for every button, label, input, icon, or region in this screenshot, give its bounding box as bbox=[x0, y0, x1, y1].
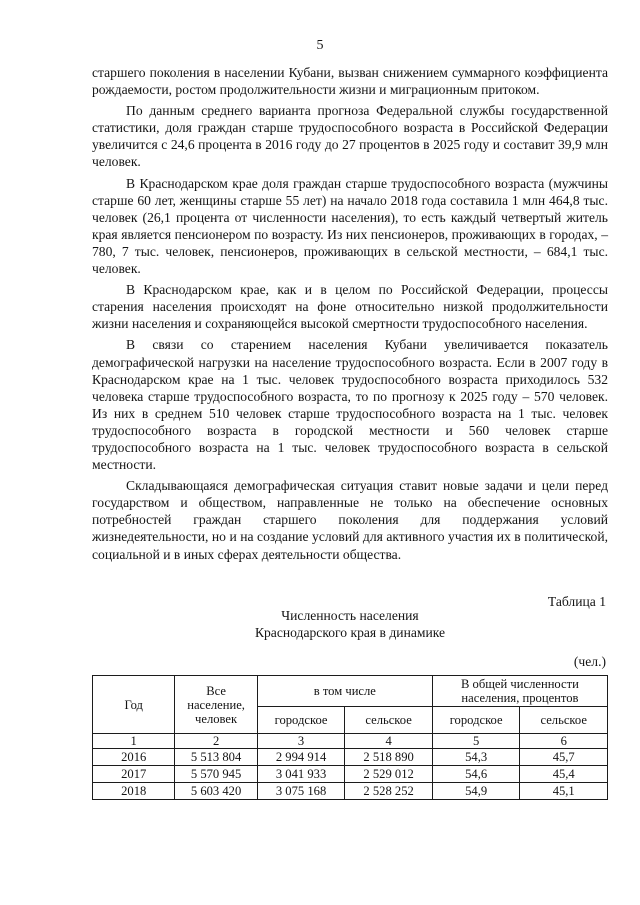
cell-share-urban: 54,6 bbox=[432, 766, 520, 783]
cell-share-urban: 54,3 bbox=[432, 749, 520, 766]
cell-urban: 3 075 168 bbox=[257, 783, 345, 800]
paragraph: В Краснодарском крае доля граждан старше трудоспособного возраста (мужчины старше 60 лет, женщины старше 55 лет) на начало 2018 года составила 1 млн 464,8 тыс. человек (26,1 процента от численности населения), то есть каждый четвертый житель края является пенсионером по возрасту. Из них пенсионеров, проживающих в городах, – 780, 7 тыс. человек, пенсионеров, проживающих в сельской местности, – 684,1 тыс. человек. bbox=[92, 175, 608, 277]
paragraph: По данным среднего варианта прогноза Федеральной службы государственной статистики, доля граждан старше трудоспособного возраста в Российской Федерации увеличится с 24,6 процента в 2016 году до 27 процентов в 2025 году и составит 39,9 млн человек. bbox=[92, 103, 608, 170]
header-share-urban: городское bbox=[432, 707, 520, 734]
table-row bbox=[93, 783, 608, 800]
paragraph: В связи со старением населения Кубани увеличивается показатель демографической нагрузки на население трудоспособного возраста. Если в 2007 году в Краснодарском крае на 1 тыс. человек трудоспособного возраста приходилось 532 человека старше трудоспособного возраста, то по прогнозу к 2025 году – 570 человек. Из них в среднем 510 человек старше трудоспособного возраста на 1 тыс. человек трудоспособного возраста в городской местности и 560 человек старше трудоспособного возраста на 1 тыс. человек трудоспособного возраста в сельской местности. bbox=[92, 337, 608, 473]
cell-urban: 2 994 914 bbox=[257, 749, 345, 766]
paragraph: Складывающаяся демографическая ситуация ставит новые задачи и цели перед государством и обществом, направленные не только на обеспечение основных потребностей граждан старшего поколения для поддержания условий жизнедеятельности, но и на создание условий для активного участия их в политической, социальной и в иных сферах деятельности общества. bbox=[92, 478, 608, 562]
table-header-row bbox=[93, 676, 608, 707]
cell-total: 5 603 420 bbox=[175, 783, 257, 800]
page-number: 5 bbox=[316, 38, 324, 53]
column-number: 6 bbox=[520, 734, 608, 749]
header-urban: городское bbox=[257, 707, 345, 734]
units-label: (чел.) bbox=[573, 654, 606, 669]
table-title-line: Краснодарского края в динамике bbox=[254, 625, 446, 640]
cell-share-rural: 45,1 bbox=[520, 783, 608, 800]
cell-rural: 2 529 012 bbox=[345, 766, 433, 783]
cell-share-urban: 54,9 bbox=[432, 783, 520, 800]
column-number: 4 bbox=[345, 734, 433, 749]
column-number: 1 bbox=[93, 734, 175, 749]
column-number: 5 bbox=[432, 734, 520, 749]
column-number: 3 bbox=[257, 734, 345, 749]
header-share-rural: сельское bbox=[520, 707, 608, 734]
cell-year: 2017 bbox=[93, 766, 175, 783]
header-rural: сельское bbox=[345, 707, 433, 734]
cell-urban: 3 041 933 bbox=[257, 766, 345, 783]
cell-year: 2016 bbox=[93, 749, 175, 766]
table-label: Таблица 1 bbox=[547, 594, 606, 609]
table-title-line: Численность населения bbox=[281, 608, 419, 623]
table-row bbox=[93, 766, 608, 783]
population-table bbox=[92, 675, 608, 800]
cell-total: 5 513 804 bbox=[175, 749, 257, 766]
cell-share-rural: 45,7 bbox=[520, 749, 608, 766]
cell-rural: 2 518 890 bbox=[345, 749, 433, 766]
column-number: 2 bbox=[175, 734, 257, 749]
cell-rural: 2 528 252 bbox=[345, 783, 433, 800]
paragraph: В Краснодарском крае, как и в целом по Российской Федерации, процессы старения населения происходят на фоне относительно низкой продолжительности жизни населения и сохраняющейся высокой смертности трудоспособного населения. bbox=[92, 282, 608, 332]
column-number-row bbox=[93, 734, 608, 749]
header-year: Год bbox=[93, 676, 175, 734]
cell-total: 5 570 945 bbox=[175, 766, 257, 783]
table-title bbox=[92, 607, 608, 641]
header-including: в том числе bbox=[257, 676, 432, 707]
header-total: Все население, человек bbox=[175, 676, 257, 734]
cell-year: 2018 bbox=[93, 783, 175, 800]
header-share: В общей численности населения, процентов bbox=[432, 676, 607, 707]
cell-share-rural: 45,4 bbox=[520, 766, 608, 783]
body-text bbox=[92, 64, 608, 567]
table-row bbox=[93, 749, 608, 766]
paragraph: старшего поколения в населении Кубани, вызван снижением суммарного коэффициента рождаемости, ростом продолжительности жизни и миграционным притоком. bbox=[92, 65, 608, 98]
